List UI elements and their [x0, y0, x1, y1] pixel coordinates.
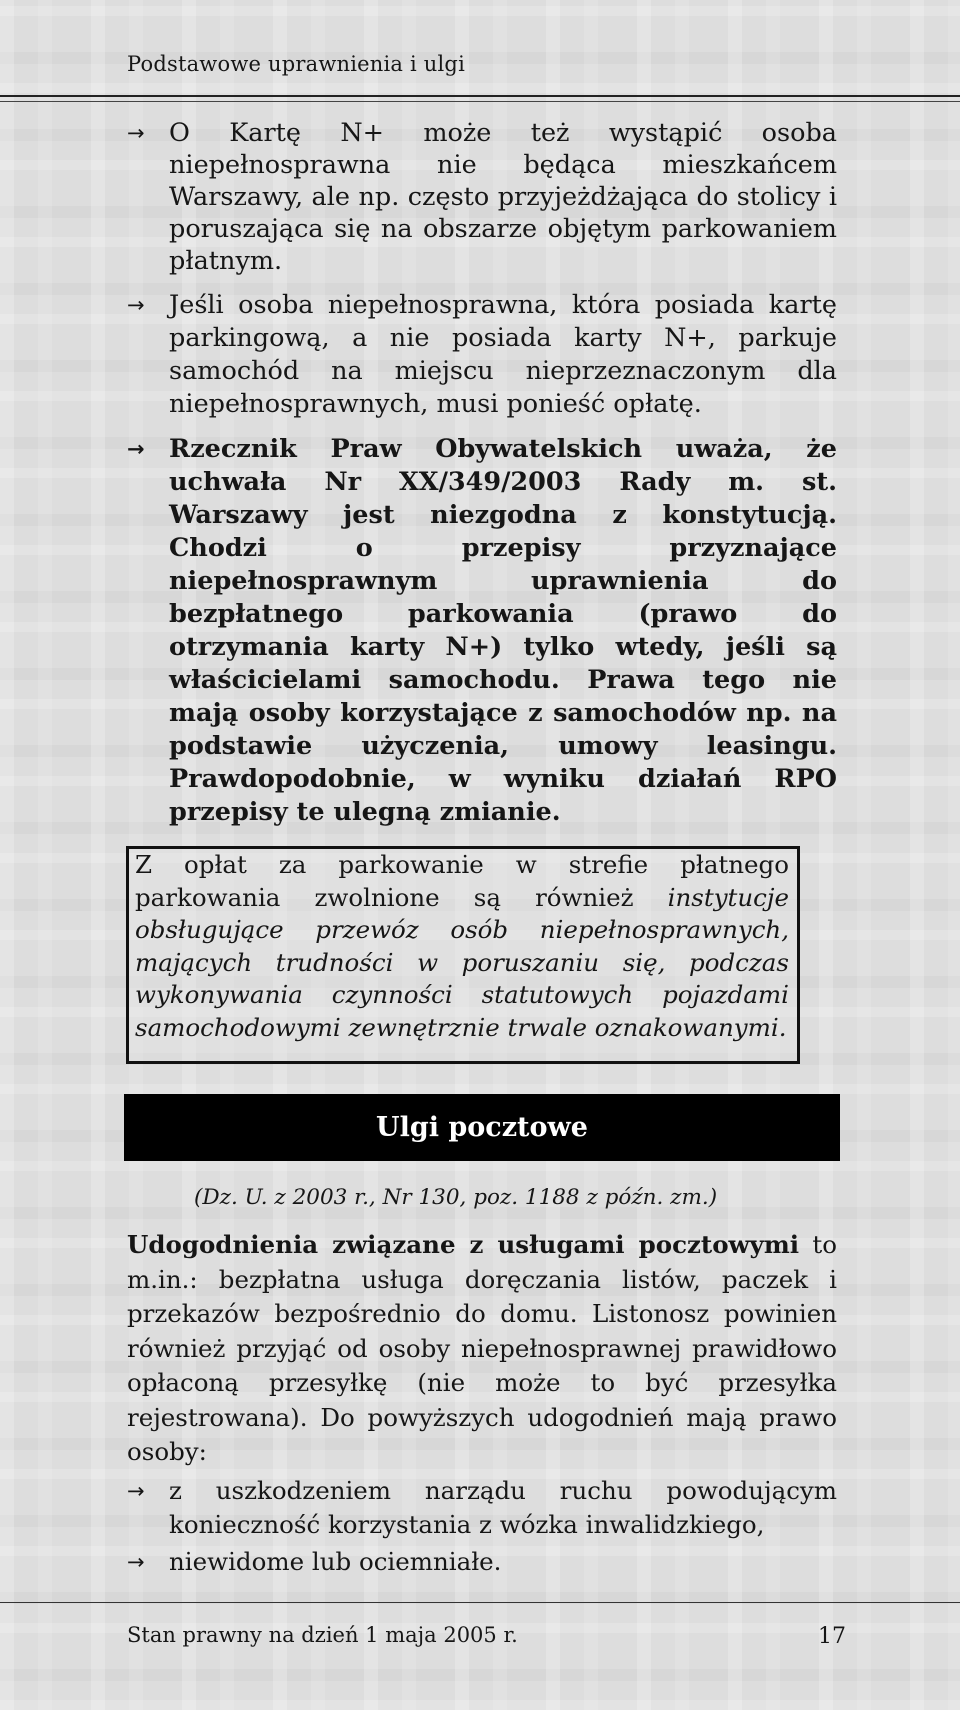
legal-citation: (Dz. U. z 2003 r., Nr 130, poz. 1188 z późn. zm.) — [194, 1185, 718, 1210]
section-title: Ulgi pocztowe — [376, 1112, 588, 1143]
arrow-icon: → — [127, 437, 145, 461]
arrow-icon: → — [127, 1479, 145, 1503]
page-number: 17 — [818, 1624, 846, 1649]
arrow-icon: → — [127, 121, 145, 145]
list-item — [127, 1474, 837, 1542]
postal-lead: Udogodnienia związane z usługami pocztowymi — [127, 1230, 800, 1259]
top-bullet-list — [127, 117, 837, 829]
list-item-text: niewidome lub ociemniałe. — [169, 1547, 502, 1576]
bullet-text: Rzecznik Praw Obywatelskich uważa, że uchwała Nr XX/349/2003 Rady m. st. Warszawy jest niezgodna z konstytucją. Chodzi o przepisy przyznające niepełnosprawnym uprawnienia do bezpłatnego parkowania (prawo do otrzymania karty N+) tylko wtedy, jeśli są właścicielami samochodu. Prawa tego nie mają osoby korzystające z samochodów np. na podstawie użyczenia, umowy leasingu. Prawdopodobnie, w wyniku działań RPO przepisy te ulegną zmianie. — [169, 434, 837, 827]
bullet-text: O Kartę N+ może też wystąpić osoba niepełnosprawna nie będąca mieszkańcem Warszawy, ale np. często przyjeżdżająca do stolicy i poruszająca się na obszarze objętym parkowaniem płatnym. — [169, 118, 837, 276]
bullet-item-bold — [127, 433, 837, 829]
header-rule — [0, 95, 960, 97]
section-title-bar — [124, 1094, 840, 1161]
postal-body: to m.in.: bezpłatna usługa doręczania listów, paczek i przekazów bezpośrednio do domu. Listonosz powinien również przyjąć od osoby niepełnosprawnej prawidłowo opłaconą przesyłkę (nie może to być przesyłka rejestrowana). Do powyższych udogodnień mają prawo osoby: — [127, 1230, 837, 1466]
arrow-icon: → — [127, 293, 145, 317]
list-item — [127, 1545, 837, 1579]
bullet-item — [127, 117, 837, 277]
framed-note-italic: instytucje obsługujące przewóz osób niepełnosprawnych, mających trudności w poruszaniu się, podczas wykonywania czynności statutowych pojazdami samochodowymi zewnętrznie trwale oznakowanymi. — [135, 882, 789, 1042]
postal-paragraph — [127, 1228, 837, 1470]
framed-note-box — [126, 846, 800, 1064]
bullet-item — [127, 289, 837, 421]
postal-eligibility-list — [127, 1474, 837, 1579]
arrow-icon: → — [127, 1550, 145, 1574]
list-item-text: z uszkodzeniem narządu ruchu powodującym konieczność korzystania z wózka inwalidzkiego, — [169, 1476, 837, 1539]
bullet-text: Jeśli osoba niepełnosprawna, która posiada kartę parkingową, a nie posiada karty N+, parkuje samochód na miejscu nieprzeznaczonym dla niepełnosprawnych, musi ponieść opłatę. — [169, 290, 837, 419]
footer-status: Stan prawny na dzień 1 maja 2005 r. — [127, 1623, 518, 1647]
header-rule-thin — [0, 101, 960, 102]
framed-note-intro: Z opłat za parkowanie w strefie płatnego parkowania zwolnione są również — [135, 850, 789, 912]
framed-note-text — [135, 849, 797, 1045]
running-head: Podstawowe uprawnienia i ulgi — [127, 52, 465, 76]
footer-rule — [0, 1602, 960, 1603]
